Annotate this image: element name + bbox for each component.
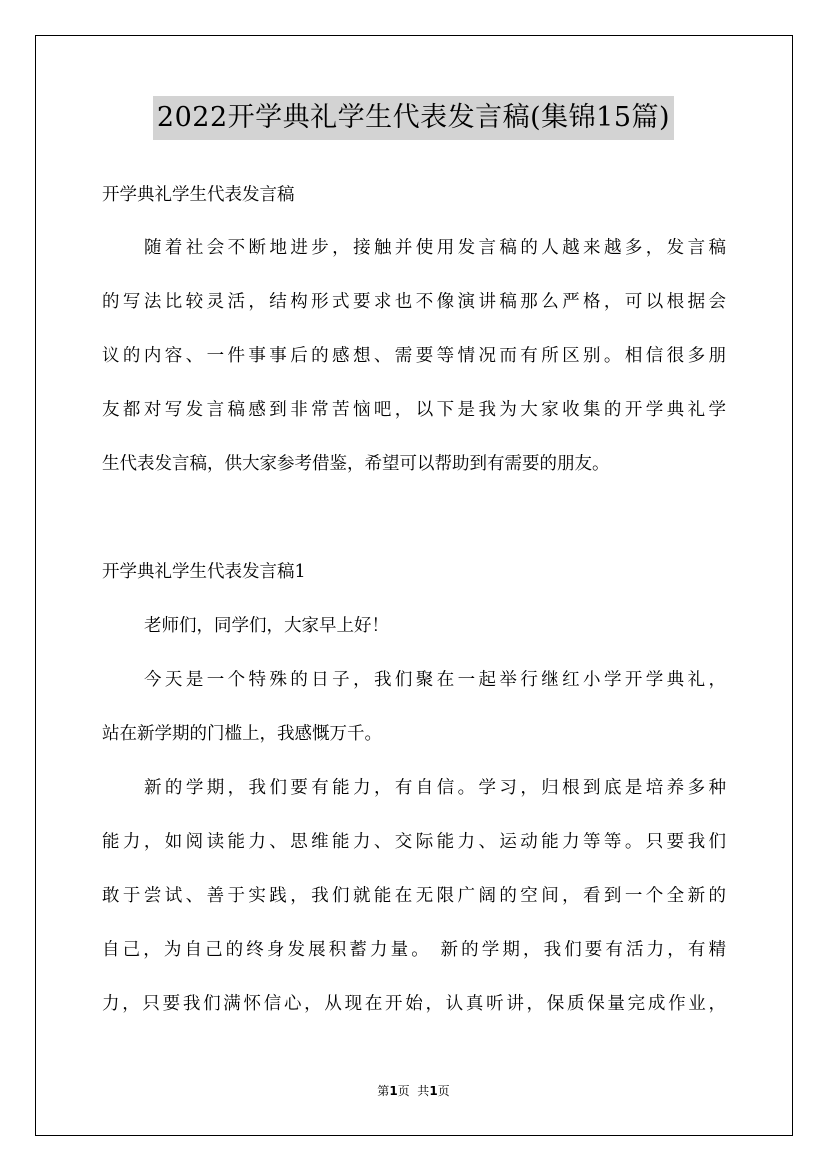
- paragraph-line: 今天是一个特殊的日子，我们聚在一起举行继红小学开学典礼，: [144, 670, 726, 690]
- footer-page-prefix: 第: [377, 1084, 390, 1098]
- title-container: [0, 96, 827, 140]
- paragraph-line: 能力，如阅读能力、思维能力、交际能力、运动能力等等。只要我们: [102, 832, 726, 852]
- paragraph-line: 自己，为自己的终身发展积蓄力量。 新的学期，我们要有活力，有精: [102, 940, 726, 960]
- section-heading: 开学典礼学生代表发言稿1: [102, 562, 306, 582]
- paragraph-line: 老师们，同学们，大家早上好！: [144, 616, 389, 636]
- paragraph-line: 敢于尝试、善于实践，我们就能在无限广阔的空间，看到一个全新的: [102, 886, 726, 906]
- footer-page-suffix: 页: [437, 1084, 450, 1098]
- section-heading: 开学典礼学生代表发言稿: [102, 185, 295, 205]
- paragraph-line: 新的学期，我们要有能力，有自信。学习，归根到底是培养多种: [144, 778, 726, 798]
- footer-page-total: 1: [429, 1084, 438, 1098]
- paragraph-line: 随着社会不断地进步，接触并使用发言稿的人越来越多，发言稿: [144, 238, 726, 258]
- page-footer: [0, 1082, 827, 1099]
- paragraph-line: 生代表发言稿，供大家参考借鉴，希望可以帮助到有需要的朋友。: [102, 454, 610, 474]
- paragraph-line: 议的内容、一件事事后的感想、需要等情况而有所区别。相信很多朋: [102, 346, 726, 366]
- footer-page-mid: 页 共: [397, 1084, 430, 1098]
- paragraph-line: 的写法比较灵活，结构形式要求也不像演讲稿那么严格，可以根据会: [102, 292, 726, 312]
- footer-page-current: 1: [389, 1084, 398, 1098]
- document-title: 2022开学典礼学生代表发言稿(集锦15篇): [153, 96, 674, 140]
- paragraph-line: 友都对写发言稿感到非常苦恼吧，以下是我为大家收集的开学典礼学: [102, 400, 726, 420]
- paragraph-line: 力，只要我们满怀信心，从现在开始，认真听讲，保质保量完成作业，: [102, 994, 726, 1014]
- paragraph-line: 站在新学期的门槛上，我感慨万千。: [102, 724, 382, 744]
